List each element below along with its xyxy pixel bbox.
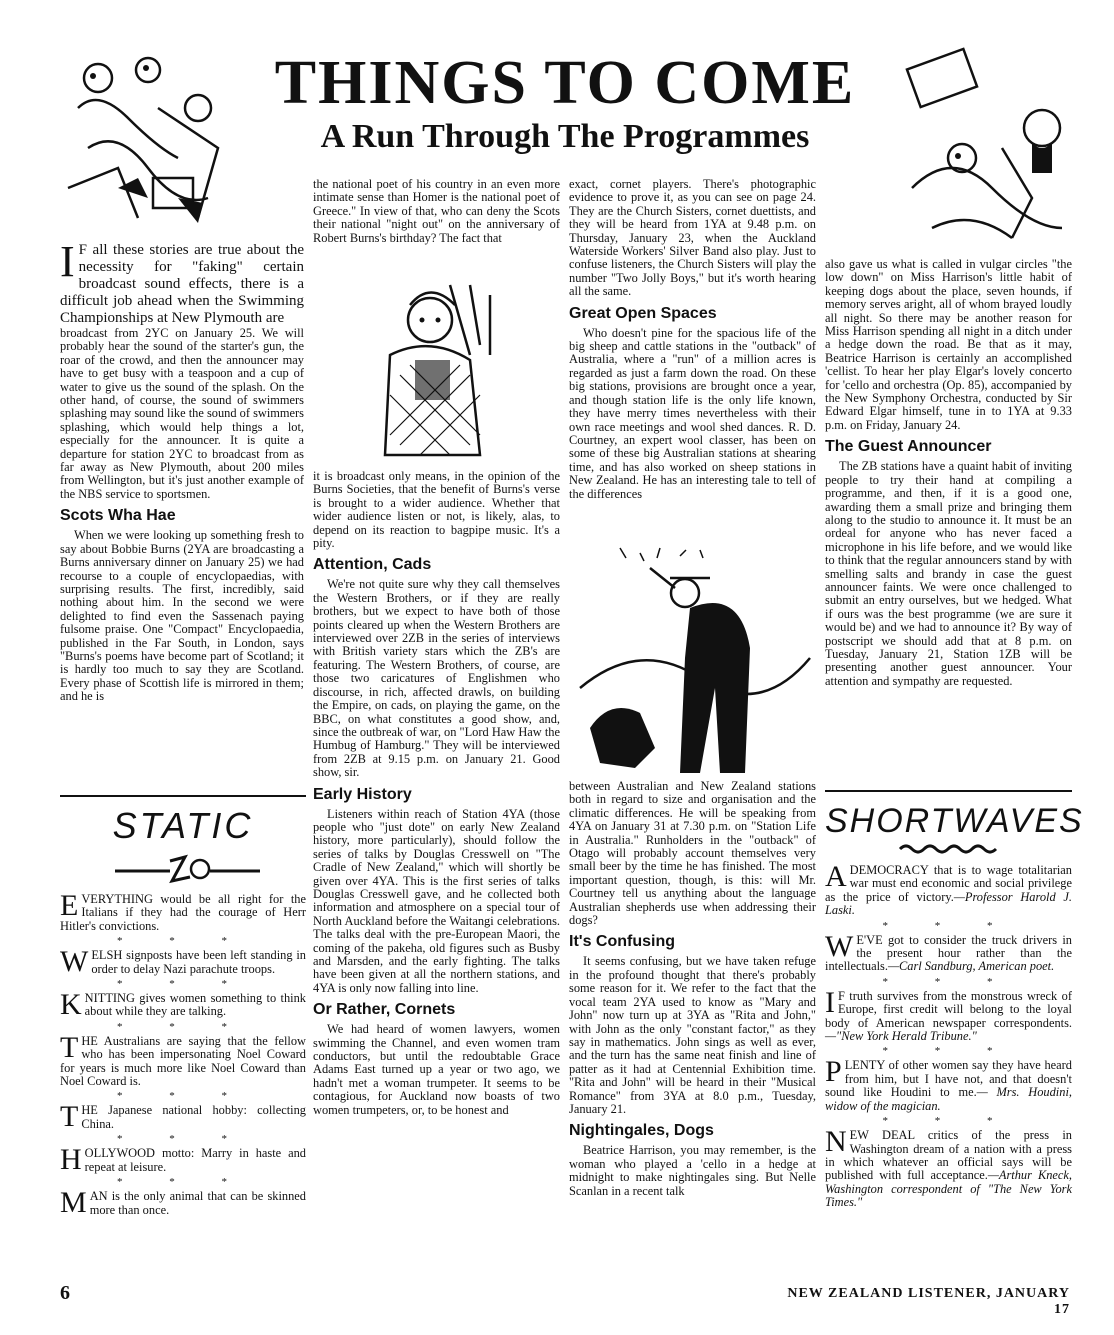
drop-cap: I	[60, 237, 75, 286]
static-item: KNITTING gives women something to think about while they are talking.	[60, 988, 306, 1022]
paragraph: also gave us what is called in vulgar circles "the low down" on Miss Harrison's little habit of keeping dogs about the place, seven hounds, if memory serves aright, all of whom brayed loudly all night. So there may be another reason for Miss Harrison spending all night in a ditch under a hedge down the road. Be that as it may, Beatrice Harrison is certainly an accomplished 'cellist. To hear her play Elgar's lovely concerto for 'cello and orchestra (Op. 85), accompanied by the New Symphony Orchestra, conducted by Sir Edward Elgar himself, tune in to 1YA at 9.33 p.m. on Friday, January 24.	[825, 257, 1072, 432]
cellist-cartoon-icon	[892, 48, 1067, 248]
paragraph: Beatrice Harrison, you may remember, is the woman who played a 'cello in a hedge at midnight to make nightingales sing. But Nelle Scanlan in a recent talk	[569, 1143, 816, 1198]
piper-cartoon-icon	[330, 265, 540, 465]
intro-paragraph: I F all these stories are true about the necessity for "faking" certain broadcast sound effects, there is a difficult job ahead when the Swimming Championships at New Plymouth are	[60, 237, 304, 326]
paragraph: When we were looking up something fresh to say about Bobbie Burns (2YA are broadcasting a Burns anniversary dinner on January 25) we had recourse to a couple of encyclopaedias, with surprising results. The first, incredibly, said nothing about him. In the second we were delighted to find even the Sassenach paying fulsome praise. One "Compact" Encyclopaedia, published in the Far South, in London, says "Burns's poems have become part of Scotland; it is hardly too much to say they are Scotland. Every phase of Scottish life is mirrored in them; and he is	[60, 528, 304, 704]
quote-item: PLENTY of other women say they have heard from him, but I have not, and that doesn't sound like Houdini to me.— Mrs. Houdini, widow of the magician.	[825, 1055, 1072, 1113]
masthead: NEW ZEALAND LISTENER, JANUARY 17	[787, 1286, 1070, 1317]
shortwaves-box	[825, 790, 1084, 1212]
paragraph: The ZB stations have a quaint habit of inviting people to try their hand at compiling a programme, and then, if it is a good one, awarding them a small prize and bringing them along to the studio to announce it. It must be an ordeal for anyone who has never faced a microphone in his life before, and we would like to think that the regular announcers stand by with smelling salts and brandy in case the guest announcer faints. We were once challenged to submit an entry ourselves, but we hedged. What if ours was the best programme (we are sure it would be) and we had to announce it? By way of postscript we should add that at 8 p.m. on Tuesday, January 21, Station 1ZB will be presenting another guest announcer. Your attention and sympathy are requested.	[825, 459, 1072, 688]
page-title: THINGS TO COME	[274, 49, 856, 117]
paragraph: exact, cornet players. There's photographic evidence to prove it, as you can see on page 24. They are the Church Sisters, cornet duettists, and they will be heard from 1YA at 9.48 p.m. on Thursday, January 23, when the Auckland Waterside Workers' Silver Band also play. Just to confuse listeners, the Church Sisters will play the number "Two Jolly Boys," but it's worth hearing all the same.	[569, 177, 816, 299]
divider	[60, 795, 306, 797]
paragraph: between Australian and New Zealand stations both in regard to size and organisation and the climatic differences. He will be speaking from 4YA on January 31 at 7.30 p.m. on "Station Life in Australia." Runholders in the "outback" of Otago will probably account themselves very small beer by the time he has finished. The most important question, though, is this: will Mr. Courtney tell us anything about the language Australian shepherds use when addressing their dogs?	[569, 779, 816, 928]
paragraph: Who doesn't pine for the spacious life of the big sheep and cattle stations in the "outback" of Australia, where a "run" of a million acres is regarded as just a farm down the road. On these big stations, provisions are brought once a year, and though station life is the only life known, they have merry times nevertheless with their own race meetings and wool shed dances. R. D. Courtney, an expert wool classer, has been on some of these big Australian stations at shearing time, and has also worked on sheep stations in New Zealand. He has an interesting tale to tell of the differences	[569, 325, 816, 501]
column-2	[313, 178, 560, 247]
shortwaves-items: ADEMOCRACY that is to wage totalitarian war must end economic and social privilege as the price of victory.—Professor Harold J. Laski. * * * W E'VE got to consider the truck drivers in the present hour rather than the intellectuals.—Carl Sandburg, American poet. * * * I F truth survives from the monstrous wreck of Europe, first credit will belong to the loyal body of American newspaper correspondents.—"New York Herald Tribune." * * * PLENTY of other women say they have heard from him, but I have not, and that doesn't sound like Houdini to me.— Mrs. Houdini, widow of the magician. * * * NEW DEAL critics of the press in Washington dream of a nation with a press in which whatever an official says will be published with full acceptance.—Arthur Kneck, Washington correspondent of "The New York Times."	[825, 860, 1073, 1210]
static-face-icon	[60, 847, 306, 887]
section-heading: Scots Wha Hae	[60, 507, 176, 525]
paragraph: It seems confusing, but we have taken refuge in the profound thought that there's probably some reason for it. We refer to the fact that the vocal team 2YA used to know as "Mary and John" now turn up at 3YA as "Rita and John," with John as the only "constant factor," as they say in mathematics. John sings as well as ever, and the turn has the same neat finish and line of patter as it had at Centennial Exhibition time. "Rita and John" will be heard in their "Musical Romance" from 3YA at 8.0 p.m., Tuesday, January 21.	[569, 954, 816, 1116]
page-number: 6	[60, 1282, 71, 1304]
column-3-lower	[569, 780, 816, 1200]
section-heading: Attention, Cads	[313, 556, 432, 574]
quote-item: W E'VE got to consider the truck drivers in the present hour rather than the intellectuals.—Carl Sandburg, American poet.	[825, 929, 1072, 974]
wave-icon	[825, 842, 1072, 856]
paragraph: Listeners within reach of Station 4YA (those people who "just dote" on early New Zealand history, more particularly), should follow the series of talks by Douglas Cresswell on "The Cradle of New Zealand," which will shortly be given over 4YA. This is the first series of talks Douglas Cresswell gave, and he collected both information and atmosphere on a special tour of North Auckland before the Waitangi celebrations. The talks deal with the pre-European Maori, the coming of the pakeha, old figures such as Busby and Marsden, and the early fighting. The talks have been given at all the northern stations, and 4YA is only now falling into line.	[313, 806, 560, 995]
quote-item: I F truth survives from the monstrous wreck of Europe, first credit will belong to the loyal body of American newspaper correspondents.—"New York Herald Tribune."	[825, 985, 1072, 1044]
paragraph: We're not quite sure why they call themselves the Western Brothers, or if they are really brothers, but we expect to have both of those points cleared up when the Western Brothers are interviewed over 2ZB in the series of interviews with British variety stars which the ZB's are featuring. The Western Brothers, of course, are those two caricatures of Englishmen who discourse, in rich, affected drawls, on building the Empire, on cads, on playing the game, on the BBC, on what constitutes a good show, and, since the outbreak of war, on "Lord Haw Haw the Humbug of Hamburg." They will be interviewed from 2ZB at 9.15 p.m. on January 21. Good show, sir.	[313, 577, 560, 780]
static-item: EVERYTHING would be all right for the Italians if they had the courage of Herr Hitler's convictions.	[60, 889, 306, 933]
static-title: STATIC	[112, 805, 254, 846]
page-subtitle: A Run Through The Programmes	[320, 118, 810, 155]
section-heading: It's Confusing	[569, 933, 676, 951]
shortwaves-title: SHORTWAVES	[825, 802, 1084, 840]
column-4	[825, 258, 1072, 690]
column-1	[60, 237, 305, 706]
paragraph: We had heard of women lawyers, women swimming the Channel, and even women tram conductors, but until the redoubtable Grace Adams East turned up a year or two ago, we hadn't met a woman trumpeter. It seems to be contagious, for Auckland now boasts of two women trumpeters, or, to be honest and	[313, 1022, 560, 1117]
section-heading: Early History	[313, 785, 412, 803]
static-item: THE Japanese national hobby: collecting China.	[60, 1100, 306, 1134]
static-item: WELSH signposts have been left standing in order to delay Nazi parachute troops.	[60, 945, 306, 979]
quote-item: NEW DEAL critics of the press in Washington dream of a nation with a press in which whatever an official says will be published with full acceptance.—Arthur Kneck, Washington correspondent of "The New York Times."	[825, 1125, 1073, 1210]
static-item: THE Australians are saying that the fellow who has been impersonating Noel Coward for years is much more like Noel Coward than Noel Coward is.	[60, 1030, 306, 1089]
shepherd-dog-cartoon-icon	[580, 548, 810, 778]
section-heading: Great Open Spaces	[569, 304, 717, 322]
paragraph: broadcast from 2YC on January 25. We will probably hear the sound of the starter's gun, the roar of the crowd, and then the announcer may have to get busy with a teaspoon and a cup of water to give us the sound of the splash. On the other hand, of course, the sound of swimmers splashing may sound like the sound of swimmers splashing, which would help things a lot, especially for the announcer. It is quite a departure for station 2YC to broadcast from as far away as New Plymouth, about 200 miles from Wellington, but it's just another example of the NBS service to sportsmen.	[60, 326, 305, 501]
column-3	[569, 178, 816, 503]
band-cartoon-icon	[58, 48, 233, 233]
static-item: MAN is the only animal that can be skinned more than once.	[60, 1186, 306, 1220]
divider	[825, 790, 1072, 792]
column-2-lower	[313, 470, 560, 1119]
section-heading: The Guest Announcer	[825, 438, 992, 456]
paragraph: the national poet of his country in an even more intimate sense than Homer is the national poet of Greece." In view of that, who can deny the Scots their national "night out" on the anniversary of Robert Burns's birthday? The fact that	[313, 177, 560, 245]
section-heading: Or Rather, Cornets	[313, 1001, 456, 1019]
static-items: EVERYTHING would be all right for the Italians if they had the courage of Herr Hitler's convictions. * * * WELSH signposts have been left standing in order to delay Nazi parachute troops. * * * KNITTING gives women something to think about while they are talking. * * * THE Australians are saying that the fellow who has been impersonating Noel Coward for years is much more like Noel Coward than Noel Coward is. * * * THE Japanese national hobby: collecting China. * * * HOLLYWOOD motto: Marry in haste and repeat at leisure. * * * MAN is the only animal that can be skinned more than once.	[60, 889, 306, 1220]
section-heading: Nightingales, Dogs	[569, 1122, 714, 1140]
static-item: HOLLYWOOD motto: Marry in haste and repeat at leisure.	[60, 1143, 306, 1177]
paragraph: it is broadcast only means, in the opinion of the Burns Societies, that the benefit of Burns's verse is brought to a wider audience. Whether that wider audience listen or not, is likely, alas, to depend on its reaction to bagpipe music. It's a pity.	[313, 469, 560, 551]
static-box	[60, 795, 306, 1219]
quote-item: ADEMOCRACY that is to wage totalitarian war must end economic and social privilege as the price of victory.—Professor Harold J. Laski.	[825, 860, 1072, 918]
